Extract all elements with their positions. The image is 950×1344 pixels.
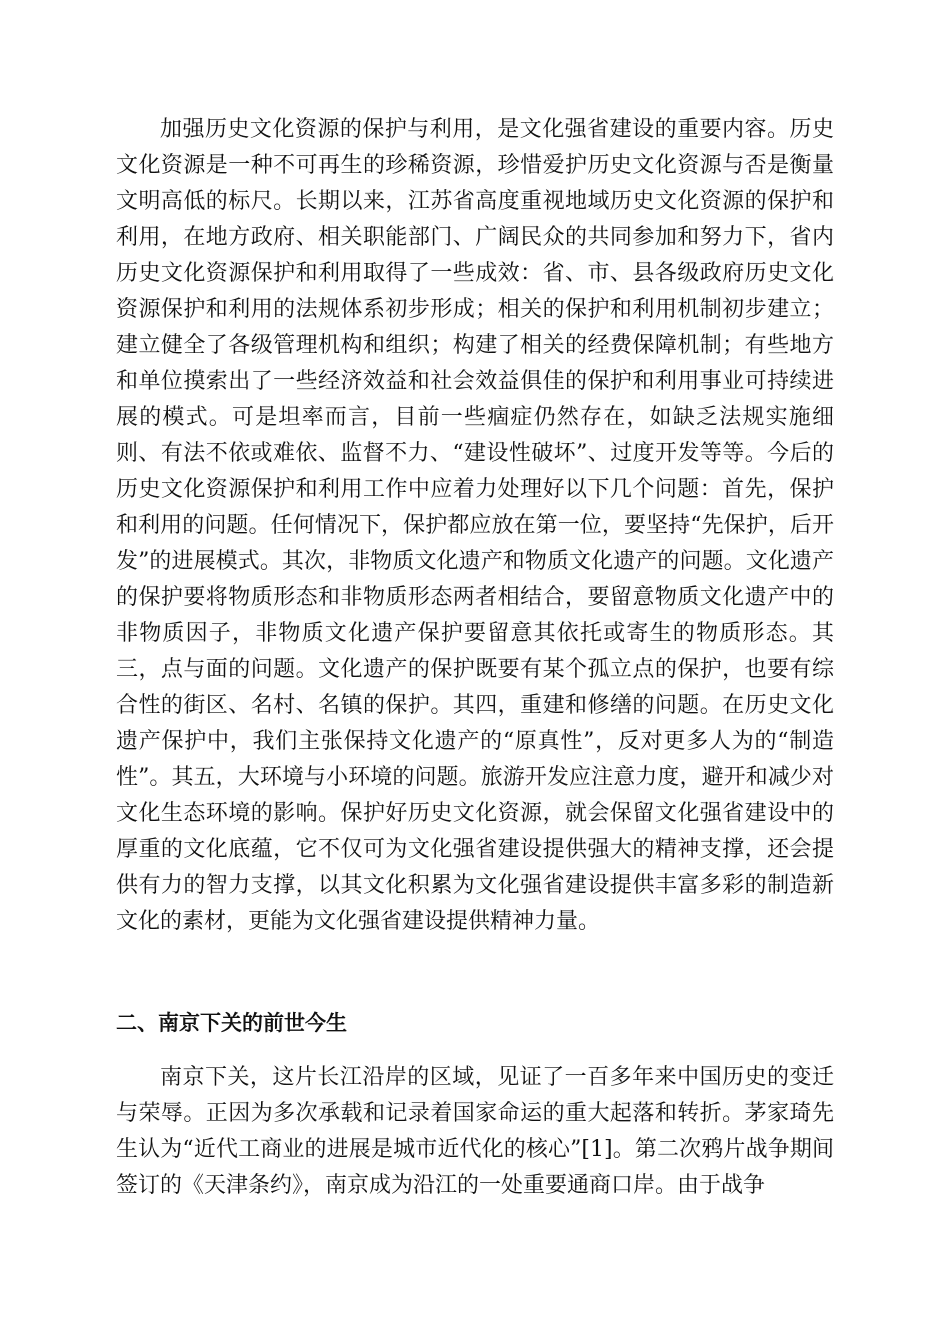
body-text-block <box>116 112 834 940</box>
paragraph: 加强历史文化资源的保护与利用，是文化强省建设的重要内容。历史文化资源是一种不可再生的珍稀资源，珍惜爱护历史文化资源与否是衡量文明高低的标尺。长期以来，江苏省高度重视地域历史文化资源的保护和利用，在地方政府、相关职能部门、广阔民众的共同参加和努力下，省内历史文化资源保护和利用取得了一些成效：省、市、县各级政府历史文化资源保护和利用的法规体系初步形成；相关的保护和利用机制初步建立；建立健全了各级管理机构和组织；构建了相关的经费保障机制；有些地方和单位摸索出了一些经济效益和社会效益俱佳的保护和利用事业可持续进展的模式。可是坦率而言，目前一些痼症仍然存在，如缺乏法规实施细则、有法不依或难依、监督不力、“建设性破坏”、过度开发等等。今后的历史文化资源保护和利用工作中应着力处理好以下几个问题：首先，保护和利用的问题。任何情况下，保护都应放在第一位，要坚持“先保护，后开发”的进展模式。其次，非物质文化遗产和物质文化遗产的问题。文化遗产的保护要将物质形态和非物质形态两者相结合，要留意物质文化遗产中的非物质因子，非物质文化遗产保护要留意其依托或寄生的物质形态。其三，点与面的问题。文化遗产的保护既要有某个孤立点的保护，也要有综合性的街区、名村、名镇的保护。其四，重建和修缮的问题。在历史文化遗产保护中，我们主张保持文化遗产的“原真性”，反对更多人为的“制造性”。其五，大环境与小环境的问题。旅游开发应注意力度，避开和减少对文化生态环境的影响。保护好历史文化资源，就会保留文化强省建设中的厚重的文化底蕴，它不仅可为文化强省建设提供强大的精神支撑，还会提供有力的智力支撑，以其文化积累为文化强省建设提供丰富多彩的制造新文化的素材，更能为文化强省建设提供精神力量。 <box>116 117 834 934</box>
body-text-block <box>116 1060 834 1204</box>
paragraph: 南京下关，这片长江沿岸的区域，见证了一百多年来中国历史的变迁与荣辱。正因为多次承载和记录着国家命运的重大起落和转折。茅家琦先生认为“近代工商业的进展是城市近代化的核心”[1]。第二次鸦片战争期间签订的《天津条约》，南京成为沿江的一处重要通商口岸。由于战争 <box>116 1065 834 1198</box>
section-heading: 二、南京下关的前世今生 <box>116 1011 347 1035</box>
